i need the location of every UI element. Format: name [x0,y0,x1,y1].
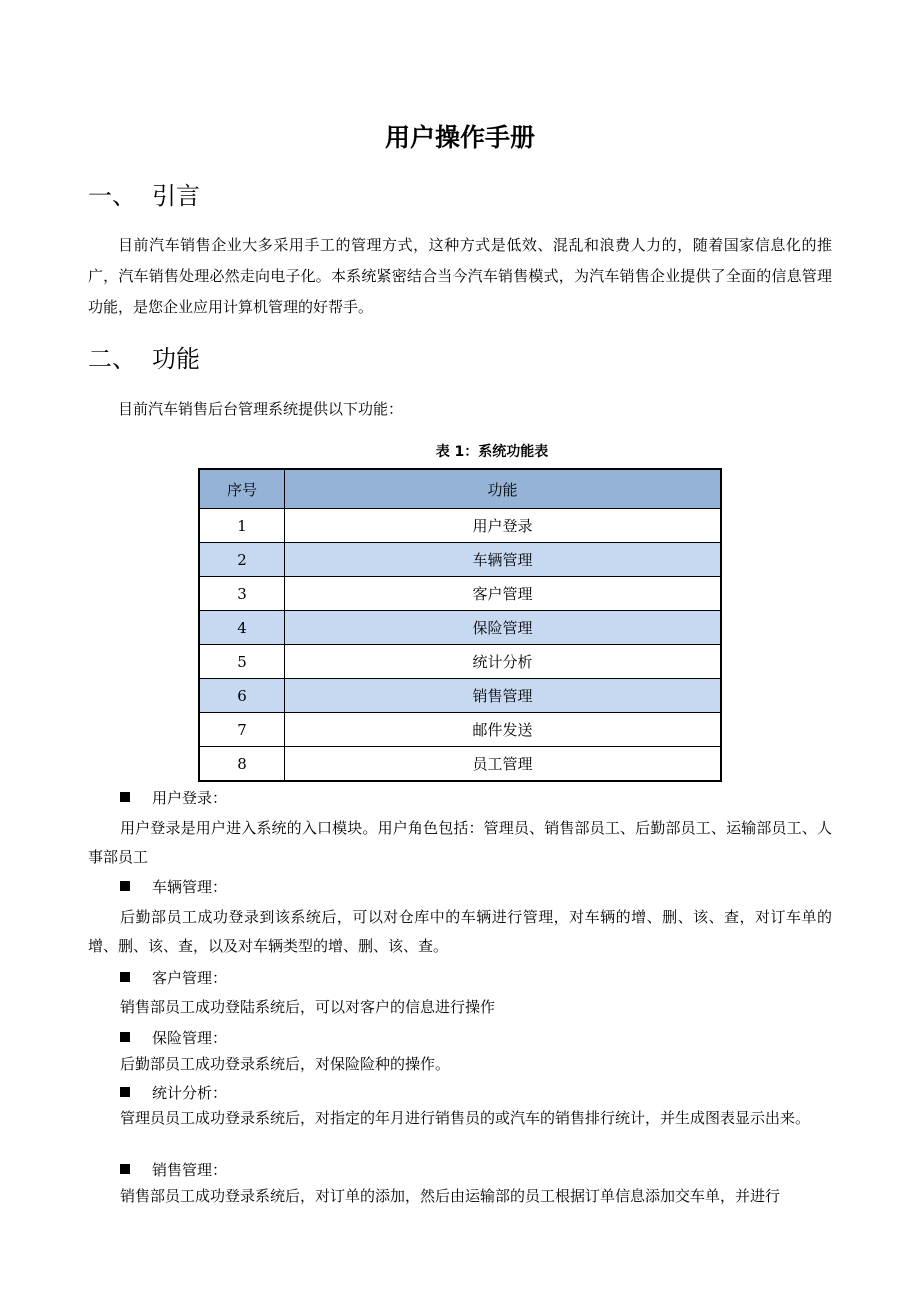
feature-bullet [120,874,227,900]
cell-function: 保险管理 [285,611,722,645]
feature-label: 用户登录： [152,789,228,807]
feature-label: 车辆管理： [152,878,228,896]
function-table [198,468,722,782]
bullet-square-icon [120,881,130,891]
section-heading-functions [88,343,200,375]
feature-bullet [120,965,227,991]
feature-bullet [120,1025,227,1051]
cell-function: 车辆管理 [285,543,722,577]
feature-description: 后勤部员工成功登录到该系统后，可以对仓库中的车辆进行管理，对车辆的增、删、该、查，对订车单的增、删、该、查，以及对车辆类型的增、删、该、查。 [88,908,832,955]
feature-description: 用户登录是用户进入系统的入口模块。用户角色包括：管理员、销售部员工、后勤部员工、运输部员工、人事部员工 [88,819,832,866]
cell-function: 邮件发送 [285,713,722,747]
table-caption: 表 1：系统功能表 [435,444,549,460]
table-row [199,713,721,747]
cell-index: 6 [199,679,285,713]
bullet-square-icon [120,1087,130,1097]
bullet-square-icon [120,1164,130,1174]
feature-bullet [120,1157,227,1183]
table-row [199,645,721,679]
cell-index: 8 [199,747,285,782]
table-header-row [199,469,721,509]
section-title: 引言 [152,182,200,210]
feature-label: 保险管理： [152,1029,228,1047]
feature-label: 客户管理： [152,969,228,987]
bullet-square-icon [120,1032,130,1042]
feature-bullet [120,785,227,811]
cell-index: 7 [199,713,285,747]
cell-index: 4 [199,611,285,645]
bullet-square-icon [120,792,130,802]
cell-index: 5 [199,645,285,679]
table-row [199,509,721,543]
table-row [199,611,721,645]
table-row [199,577,721,611]
header-cell-function: 功能 [285,469,722,509]
feature-label: 统计分析： [152,1084,228,1102]
header-cell-index: 序号 [199,469,285,509]
section-number: 一、 [88,182,136,210]
cell-function: 员工管理 [285,747,722,782]
section-heading-intro [88,180,200,212]
cell-function: 销售管理 [285,679,722,713]
cell-index: 2 [199,543,285,577]
feature-label: 销售管理： [152,1161,228,1179]
cell-function: 用户登录 [285,509,722,543]
feature-description: 销售部员工成功登录系统后，对订单的添加，然后由运输部的员工根据订单信息添加交车单，并进行 [120,1187,781,1205]
table-row [199,747,721,782]
document-title: 用户操作手册 [384,123,535,152]
functions-paragraph: 目前汽车销售后台管理系统提供以下功能： [118,400,404,418]
feature-bullet [120,1080,227,1106]
feature-description: 管理员员工成功登录系统后，对指定的年月进行销售员的或汽车的销售排行统计，并生成图表显示出来。 [120,1109,811,1127]
section-title: 功能 [152,345,200,373]
cell-function: 统计分析 [285,645,722,679]
cell-function: 客户管理 [285,577,722,611]
section-number: 二、 [88,345,136,373]
bullet-square-icon [120,972,130,982]
cell-index: 1 [199,509,285,543]
intro-paragraph: 目前汽车销售企业大多采用手工的管理方式，这种方式是低效、混乱和浪费人力的，随着国家信息化的推广，汽车销售处理必然走向电子化。本系统紧密结合当今汽车销售模式，为汽车销售企业提供了全面的信息管理功能，是您企业应用计算机管理的好帮手。 [88,236,832,316]
table-row [199,679,721,713]
feature-description: 后勤部员工成功登录系统后，对保险险种的操作。 [120,1055,451,1073]
feature-description: 销售部员工成功登陆系统后，可以对客户的信息进行操作 [120,998,496,1016]
table-row [199,543,721,577]
cell-index: 3 [199,577,285,611]
